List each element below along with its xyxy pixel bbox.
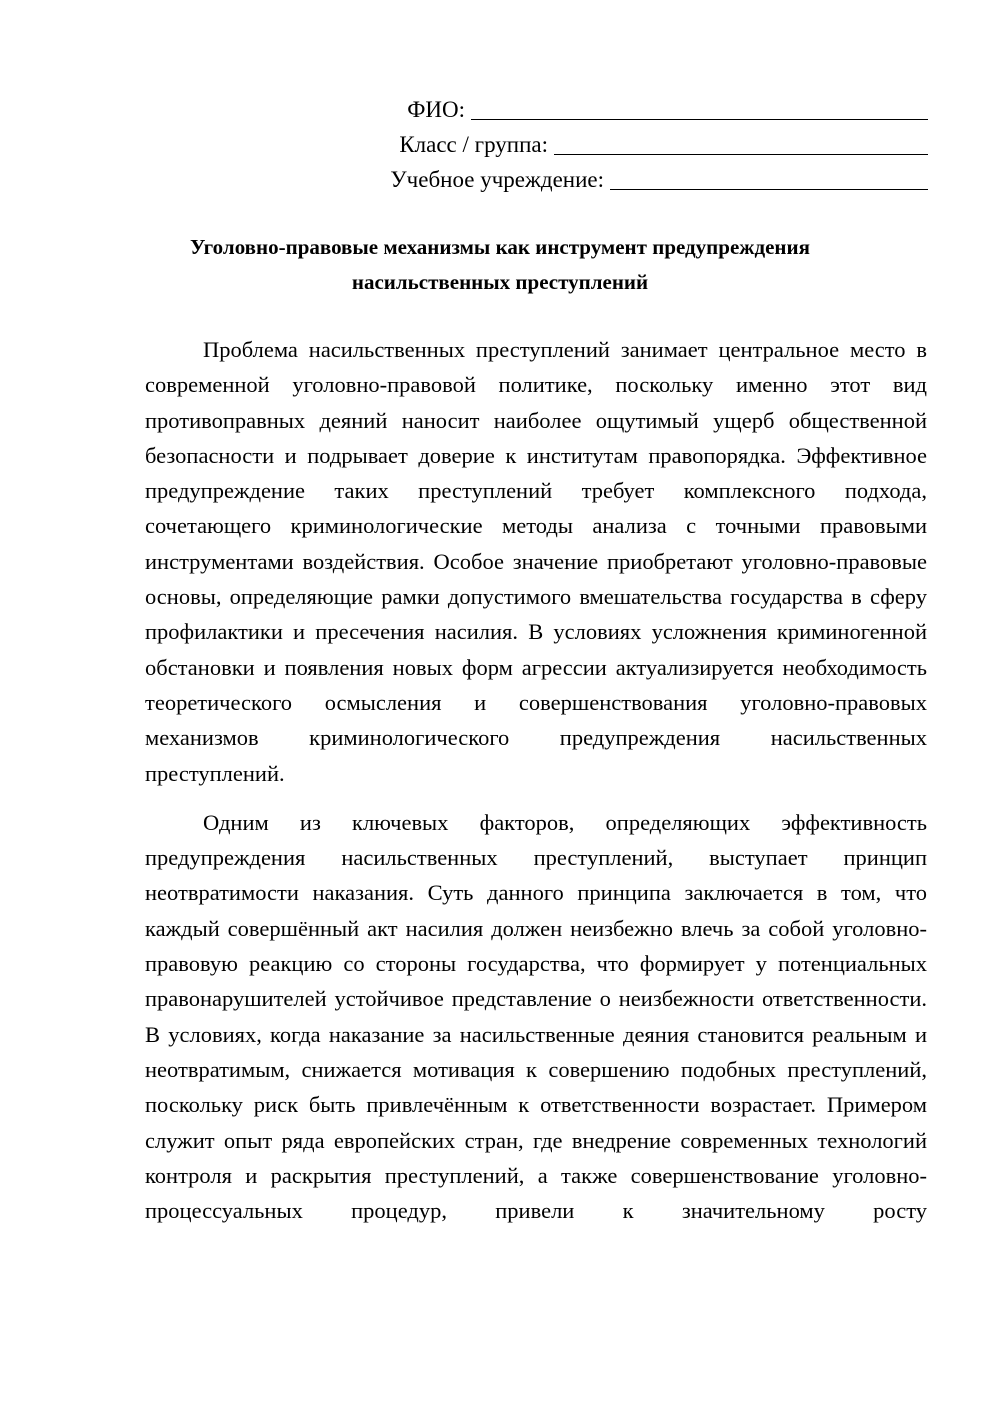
title-line-1: Уголовно-правовые механизмы как инструмент предупреждения xyxy=(189,235,810,259)
paragraph-2: Одним из ключевых факторов, определяющих эффективность предупреждения насильственных преступлений, выступает принцип неотвратимости наказания. Суть данного принципа заключается в том, что каждый совершённый акт насилия должен неизбежно влечь за собой уголовно-правовую реакцию со стороны государства, что формирует у потенциальных правонарушителей устойчивое представление о неизбежности ответственности. В условиях, когда наказание за насильственные деяния становится реальным и неотвратимым, снижается мотивация к совершению подобных преступлений, поскольку риск быть привлечённым к ответственности возрастает. Примером служит опыт ряда европейских стран, где внедрение современных технологий контроля и раскрытия преступлений, а также совершенствование уголовно-процессуальных процедур, привели к значительному росту xyxy=(145,809,927,1224)
name-field-row xyxy=(368,92,928,127)
header-fields xyxy=(368,92,928,197)
class-field-label: Класс / группа: xyxy=(399,132,548,157)
title-line-2: насильственных преступлений xyxy=(351,270,649,294)
paragraph-1: Проблема насильственных преступлений занимает центральное место в современной уголовно-правовой политике, поскольку именно этот вид противоправных деяний наносит наиболее ощутимый ущерб общественной безопасности и подрывает доверие к институтам правопорядка. Эффективное предупреждение таких преступлений требует комплексного подхода, сочетающего криминологические методы анализа с точными правовыми инструментами воздействия. Особое значение приобретают уголовно-правовые основы, определяющие рамки допустимого вмешательства государства в сферу профилактики и пресечения насилия. В условиях усложнения криминогенной обстановки и появления новых форм агрессии актуализируется необходимость теоретического осмысления и совершенствования уголовно-правовых механизмов криминологического предупреждения насильственных преступлений. xyxy=(145,337,927,786)
institution-field-row xyxy=(368,162,928,197)
document-title xyxy=(120,230,880,300)
institution-field-line xyxy=(610,189,928,190)
institution-field-label: Учебное учреждение: xyxy=(390,167,604,192)
class-field-line xyxy=(554,154,928,155)
name-field-label: ФИО: xyxy=(407,97,465,122)
class-field-row xyxy=(368,127,928,162)
document-body xyxy=(145,332,927,1242)
name-field-line xyxy=(471,119,928,120)
